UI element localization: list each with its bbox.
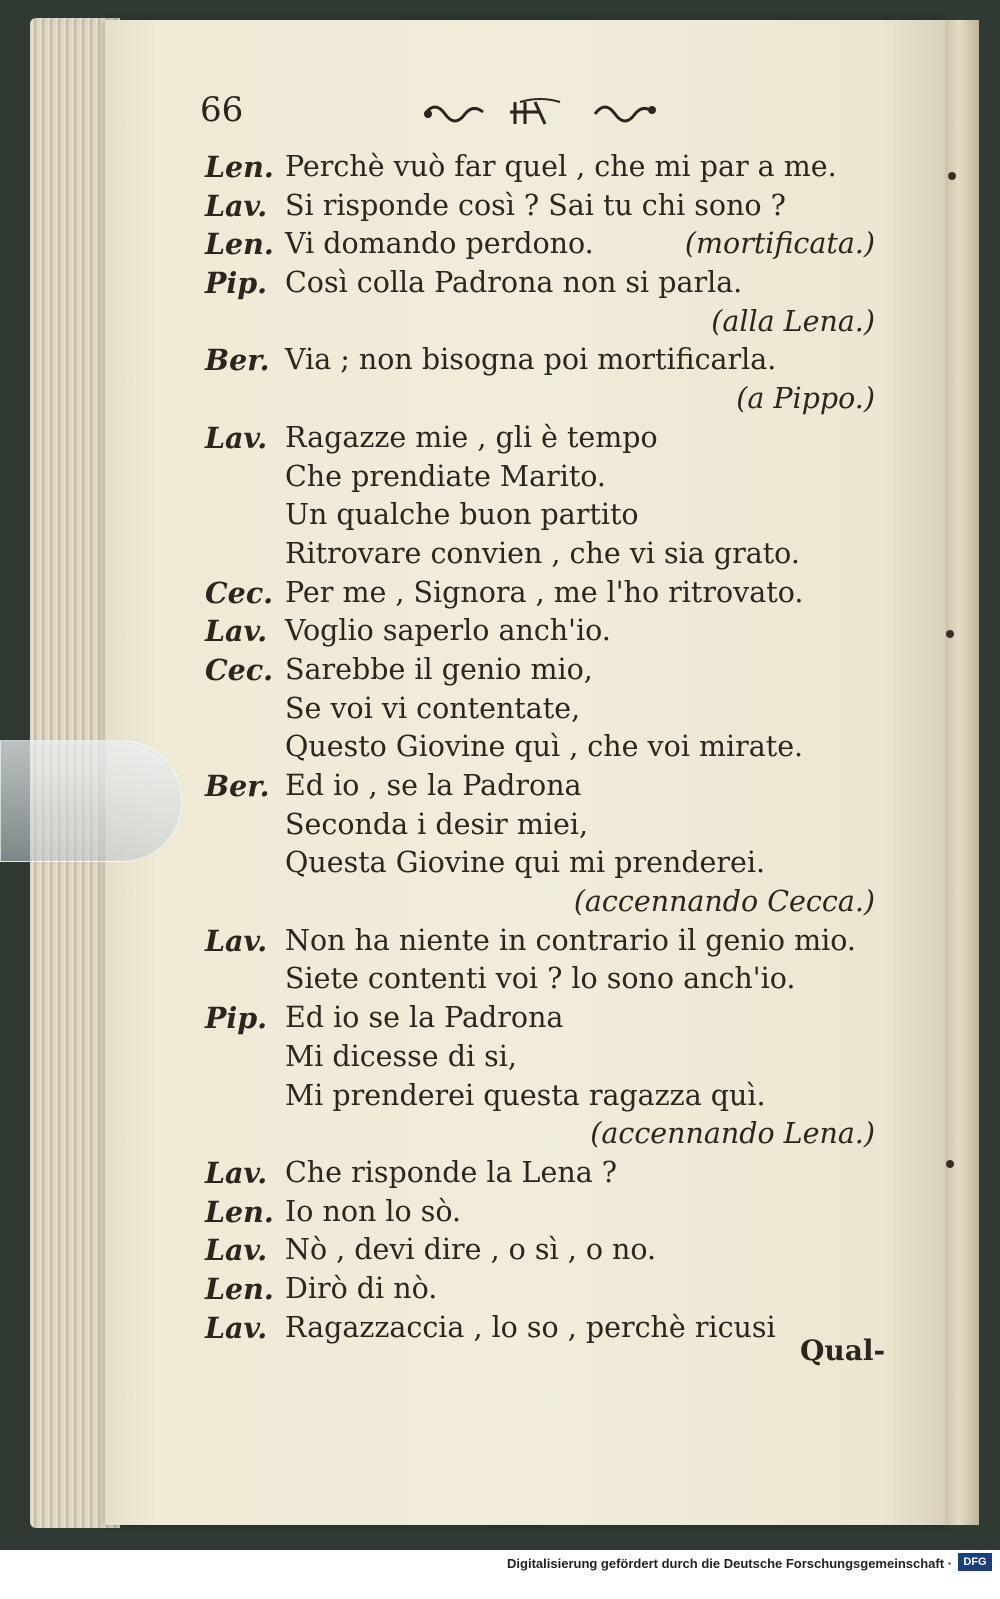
speaker-name: Lav. bbox=[205, 1233, 268, 1268]
verse-text: Vi domando perdono. bbox=[285, 227, 594, 261]
speaker-name: Len. bbox=[205, 1271, 274, 1306]
verse-text: Ragazzaccia , lo so , perchè ricusi bbox=[285, 1310, 776, 1344]
speaker-name: Lav. bbox=[205, 1155, 268, 1190]
dialogue-line bbox=[205, 225, 885, 264]
speaker-name: Len. bbox=[205, 227, 274, 262]
verse-text: Che risponde la Lena ? bbox=[285, 1155, 618, 1189]
dialogue-line bbox=[205, 651, 885, 690]
stage-direction: (accennando Cecca.) bbox=[573, 885, 875, 919]
dialogue-line bbox=[205, 187, 885, 226]
dialogue-line bbox=[205, 1115, 885, 1154]
dialogue-line bbox=[205, 612, 885, 651]
verse-text: Voglio saperlo anch'io. bbox=[285, 614, 611, 648]
verse-text: Siete contenti voi ? lo sono anch'io. bbox=[285, 962, 796, 996]
dialogue-line bbox=[205, 341, 885, 380]
verse-text: Nò , devi dire , o sì , o no. bbox=[285, 1233, 657, 1267]
dialogue-line bbox=[205, 922, 885, 961]
dialogue-line bbox=[205, 303, 885, 342]
verse-text: Io non lo sò. bbox=[285, 1194, 462, 1228]
speaker-name: Pip. bbox=[205, 266, 268, 301]
verse-text: Mi dicesse di si, bbox=[285, 1039, 517, 1073]
dialogue-line bbox=[205, 1154, 885, 1193]
speaker-name: Pip. bbox=[205, 1001, 268, 1036]
binding-pin bbox=[948, 172, 956, 180]
verse-text: Ed io se la Padrona bbox=[285, 1001, 564, 1035]
page-holder-clip bbox=[0, 740, 182, 862]
speaker-name: Cec. bbox=[205, 652, 274, 687]
verse-text: Dirò di nò. bbox=[285, 1271, 438, 1305]
dialogue-line bbox=[205, 496, 885, 535]
speaker-name: Ber. bbox=[205, 769, 270, 803]
dialogue-line bbox=[205, 690, 885, 729]
dialogue-line bbox=[205, 1231, 885, 1270]
speaker-name: Lav. bbox=[205, 1310, 268, 1345]
page-header bbox=[200, 90, 860, 136]
verse-text: Sarebbe il genio mio, bbox=[285, 652, 593, 686]
verse-text: Via ; non bisogna poi mortificarla. bbox=[285, 343, 777, 377]
verse-text: Mi prenderei questa ragazza quì. bbox=[285, 1078, 766, 1112]
verse-text: Questa Giovine qui mi prenderei. bbox=[285, 846, 766, 880]
dialogue-line bbox=[205, 1193, 885, 1232]
verse-text: Ritrovare convien , che vi sia grato. bbox=[285, 536, 800, 570]
dialogue-line bbox=[205, 264, 885, 303]
dialogue-line bbox=[205, 419, 885, 458]
speaker-name: Lav. bbox=[205, 188, 268, 223]
verse-text: Per me , Signora , me l'ho ritrovato. bbox=[285, 575, 804, 609]
verse-text: Ed io , se la Padrona bbox=[285, 769, 582, 802]
verse-text: Un qualche buon partito bbox=[285, 498, 639, 532]
dialogue-line bbox=[205, 1309, 885, 1348]
dialogue-line bbox=[205, 883, 885, 922]
facing-page-edge bbox=[945, 20, 979, 1525]
speaker-name: Lav. bbox=[205, 923, 268, 958]
stage-direction: (mortificata.) bbox=[684, 227, 875, 261]
verse-text: Così colla Padrona non si parla. bbox=[285, 266, 743, 300]
ornament-icon bbox=[420, 94, 660, 130]
dialogue-line bbox=[205, 728, 885, 767]
verse-text: Questo Giovine quì , che voi mirate. bbox=[285, 730, 804, 764]
dialogue-line bbox=[205, 1270, 885, 1309]
speaker-name: Ber. bbox=[205, 343, 270, 378]
speaker-name: Lav. bbox=[205, 420, 268, 455]
dialogue-line bbox=[205, 574, 885, 613]
dialogue-line bbox=[205, 1038, 885, 1077]
binding-pin bbox=[946, 630, 954, 638]
verse-text: Perchè vuò far quel , che mi par a me. bbox=[285, 150, 837, 183]
dialogue-line bbox=[205, 767, 885, 806]
dialogue-line bbox=[205, 1077, 885, 1116]
verse-text: Si risponde così ? Sai tu chi sono ? bbox=[285, 188, 786, 222]
stage-direction: (alla Lena.) bbox=[711, 304, 875, 338]
stage-direction: (a Pippo.) bbox=[736, 382, 875, 416]
stage-direction: (accennando Lena.) bbox=[590, 1117, 875, 1151]
speaker-name: Cec. bbox=[205, 575, 274, 610]
dialogue-line bbox=[205, 380, 885, 419]
verse-text: Se voi vi contentate, bbox=[285, 691, 581, 725]
dialogue-line bbox=[205, 458, 885, 497]
footer-credit: Digitalisierung gefördert durch die Deutsche Forschungsgemeinschaft · bbox=[507, 1556, 952, 1571]
speaker-name: Lav. bbox=[205, 614, 268, 649]
verse-text: Che prendiate Marito. bbox=[285, 459, 606, 493]
dialogue-line bbox=[205, 148, 885, 187]
dialogue-line bbox=[205, 806, 885, 845]
speaker-name: Len. bbox=[205, 1194, 274, 1229]
dialogue-line bbox=[205, 844, 885, 883]
dialogue-line bbox=[205, 535, 885, 574]
dialogue-line bbox=[205, 999, 885, 1038]
catchword: Qual- bbox=[800, 1334, 886, 1367]
verse-text: Non ha niente in contrario il genio mio. bbox=[285, 923, 856, 957]
dialogue-line bbox=[205, 960, 885, 999]
verse-text: Seconda i desir miei, bbox=[285, 807, 589, 841]
verse-text: Ragazze mie , gli è tempo bbox=[285, 420, 658, 454]
speaker-name: Len. bbox=[205, 150, 274, 184]
dialogue-text bbox=[205, 148, 885, 1347]
binding-pin bbox=[946, 1160, 954, 1168]
dfg-logo: DFG bbox=[958, 1553, 992, 1571]
page-number: 66 bbox=[200, 90, 244, 130]
